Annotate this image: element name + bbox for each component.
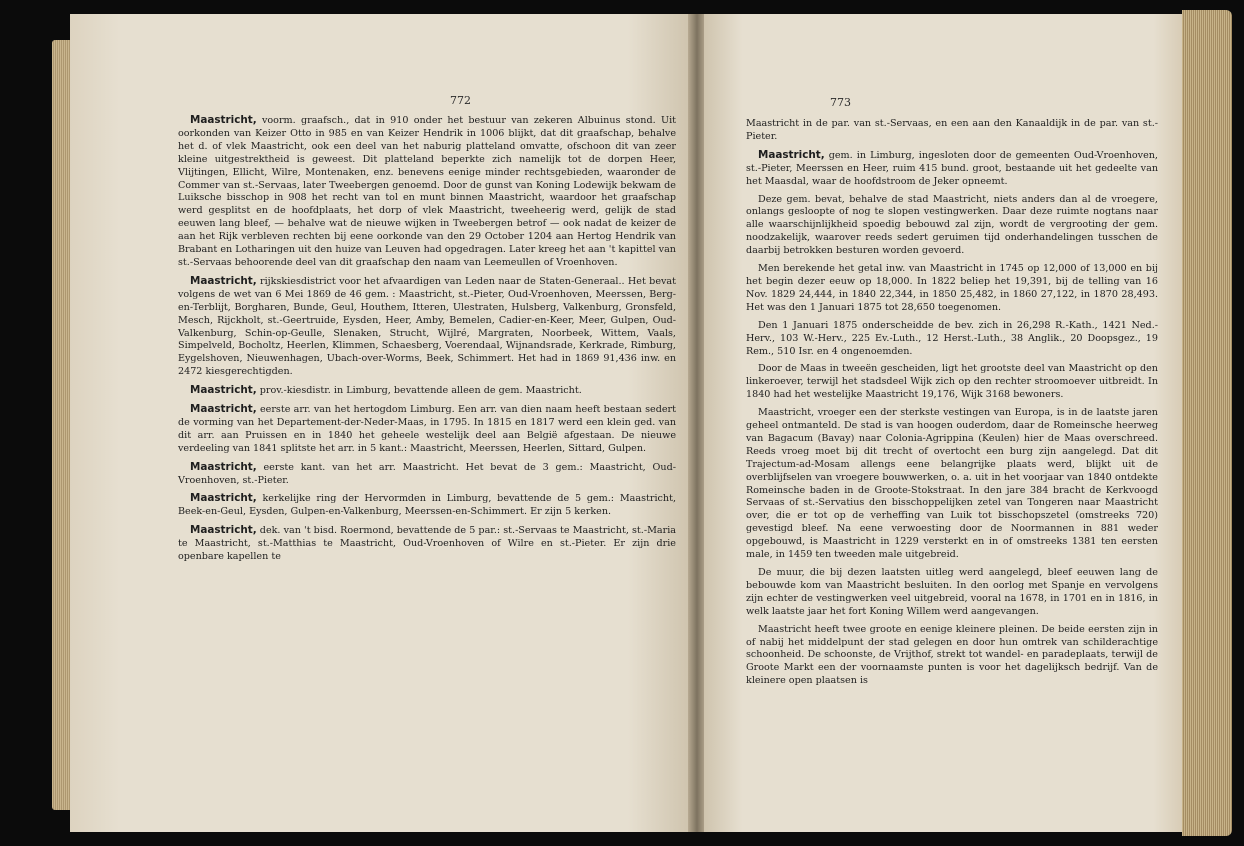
entry-headword: Maastricht, bbox=[190, 384, 257, 397]
entry-body: kerkelijke ring der Hervormden in Limburg, bevattende de 5 gem.: Maastricht, Beek-en-Geul, Eysden, Gulpen-en-Valkenburg, Meerssen-en-Schimmert. Er zijn 5 kerken. bbox=[178, 493, 676, 518]
entry-body: rijkskiesdistrict voor het afvaardigen van Leden naar de Staten-Generaal.. Het bevat volgens de wet van 6 Mei 1869 de 46 gem. : Maastricht, st.-Pieter, Oud-Vroenhoven, Meerssen, Berg-en-Terblijt, Borgharen, Bunde, Geul, Houthem, Itteren, Ulestraten, Hulsberg, Valkenburg, Gronsfeld, Mesch, Rijckholt, st.-Geertruide, Eysden, Heer, Amby, Bemelen, Cadier-en-Keer, Meer, Gulpen, Oud-Valkenburg, Schin-op-Geulle, Slenaken, Strucht, Wijlré, Margraten, Noorbeek, Wittem, Vaals, Simpelveld, Bocholtz, Heerlen, Klimmen, Schaesberg, Voerendaal, Wijnandsrade, Kerkrade, Rimburg, Eygelshoven, Nieuwenhagen, Ubach-over-Worms, Beek, Schimmert. Het had in 1869 91,436 inw. en 2472 kiesgerechtigden. bbox=[178, 275, 676, 378]
entry-body: eerste kant. van het arr. Maastricht. Het bevat de 3 gem.: Maastricht, Oud-Vroenhoven, st.-Pieter. bbox=[178, 461, 676, 486]
entry-headword: Maastricht, bbox=[190, 114, 257, 126]
paragraph bbox=[178, 114, 676, 270]
paragraph bbox=[178, 275, 676, 379]
entry-body: Den 1 Januari 1875 onderscheidde de bev. zich in 26,298 R.-Kath., 1421 Ned.-Herv., 103 W.-Herv., 225 Ev.-Luth., 12 Herst.-Luth., 38 Anglik., 20 Doopsgez., 19 Rem., 510 Isr. en 4 ongenoemden. bbox=[746, 319, 1158, 357]
entry-headword: Maastricht, bbox=[190, 492, 257, 505]
paragraph bbox=[746, 320, 1158, 359]
entry-body: voorm. graafsch., dat in 910 onder het bestuur van zekeren Albuinus stond. Uit oorkonden van Keizer Otto in 985 en van Keizer Hendrik in 1006 blijkt, dat dit graafschap, behalve het d. of vlek Maastricht, ook een deel van het naburig platteland omvatte, ofschoon dit van zeer kleine uitgestrektheid is geweest. Dit platteland beperkte zich namelijk tot de dorpen Heer, Vlijtingen, Ellicht, Wilre, Montenaken, enz. benevens eenige minder rechtsgebieden, waaronder de Commer van st.-Servaas, later Tweebergen genoemd. Door de gunst van Koning Lodewijk bekwam de Luiksche bisschop in 908 het recht van tol en munt binnen Maastricht, waardoor het graafschap werd gesplitst en de hoofdplaats, het dorp of vlek Maastricht, tweeheerig werd, gelijk de stad eeuwen lang bleef, — behalve wat de nieuwe wijken in Tweebergen betrof — ook nadat de keizer de aan het Rijk verbleven rechten bij eene oorkonde van den 29 October 1204 aan Hertog Hendrik van Brabant en Lotharingen uit den huize van Leuven had opgedragen. Later kreeg het aan 't kapittel van st.-Servaas behoorende deel van dit graafschap den naam van Leemeullen of Vroenhoven. bbox=[178, 115, 676, 268]
entry-headword: Maastricht, bbox=[758, 148, 825, 161]
right-page-number: 773 bbox=[830, 96, 851, 109]
paragraph bbox=[746, 363, 1158, 402]
right-page-edges bbox=[1182, 10, 1232, 836]
entry-body: Men berekende het getal inw. van Maastricht in 1745 op 12,000 of 13,000 en bij het begin dezer eeuw op 18,000. In 1822 beliep het 19,391, bij de telling van 16 Nov. 1829 24,444, in 1840 22,344, in 1850 25,482, in 1860 27,122, in 1870 28,493. Het was den 1 Januari 1875 tot 28,650 toegenomen. bbox=[746, 263, 1158, 313]
paragraph bbox=[746, 263, 1158, 315]
entry-body: prov.-kiesdistr. in Limburg, bevattende alleen de gem. Maastricht. bbox=[256, 385, 582, 397]
entry-body: Maastricht in de par. van st.-Servaas, en een aan den Kanaaldijk in de par. van st.-Pieter. bbox=[746, 118, 1158, 142]
paragraph bbox=[178, 524, 676, 564]
paragraph bbox=[746, 407, 1158, 562]
entry-body: Deze gem. bevat, behalve de stad Maastricht, niets anders dan al de vroegere, onlangs gesloopte of nog te slopen vestingwerken. Daar deze ruimte nogtans naar alle waarschijnlijkheid spoedig bebouwd zal zijn, wordt de vergrooting der gem. noodzakelijk, waarover reeds sedert geruimen tijd onderhandelingen tusschen de daarbij betrokken besturen worden gevoerd. bbox=[746, 193, 1158, 257]
entry-body: eerste arr. van het hertogdom Limburg. Een arr. van dien naam heeft bestaan sedert de vorming van het Departement-der-Neder-Maas, in 1795. In 1815 en 1817 werd een klein ged. van dit arr. aan Pruissen en in 1840 het geheele westelijk deel aan België afgestaan. De nieuwe verdeeling van 1841 splitste het arr. in 5 kant.: Maastricht, Meerssen, Heerlen, Sittard, Gulpen. bbox=[178, 404, 676, 454]
paragraph bbox=[746, 567, 1158, 619]
left-page-text bbox=[178, 114, 676, 569]
paragraph bbox=[178, 384, 676, 398]
open-book bbox=[52, 10, 1232, 836]
left-page-number: 772 bbox=[450, 94, 471, 107]
entry-headword: Maastricht, bbox=[190, 460, 257, 473]
right-page bbox=[704, 14, 1182, 832]
paragraph bbox=[178, 461, 676, 488]
entry-headword: Maastricht, bbox=[190, 274, 257, 287]
paragraph bbox=[746, 118, 1158, 144]
entry-body: Door de Maas in tweeën gescheiden, ligt het grootste deel van Maastricht op den linkeroever, terwijl het stadsdeel Wijk zich op den rechter stroomoever uitbreidt. In 1840 had het westelijke Maastricht 19,176, Wijk 3168 bewoners. bbox=[746, 363, 1158, 401]
entry-headword: Maastricht, bbox=[190, 403, 257, 416]
entry-body: gem. in Limburg, ingesloten door de gemeenten Oud-Vroenhoven, st.-Pieter, Meerssen en Heer, ruim 415 bund. groot, bestaande uit het gedeelte van het Maasdal, waar de hoofdstroom de Jeker opneemt. bbox=[746, 149, 1158, 187]
left-page bbox=[70, 14, 690, 832]
paragraph bbox=[178, 403, 676, 456]
entry-body: Maastricht, vroeger een der sterkste vestingen van Europa, is in de laatste jaren geheel ontmanteld. De stad is van hoogen ouderdom, daar de Romeinsche heerweg van Bagacum (Bavay) naar Colonia-Agrippina (Keulen) hier de Maas overschreed. Reeds vroeg moet bij dit trecht of overtocht een burg zijn aangelegd. Dat dit Trajectum-ad-Mosam allengs eene belangrijke plaats werd, blijkt uit de overblijfselen van vroegere bouwwerken, o. a. uit in het voorjaar van 1840 ontdekte Romeinsche baden in de Groote-Stokstraat. In den jare 384 bracht de Kerkvoogd Servaas of st.-Servatius den bisschoppelijken zetel van Tongeren naar Maastricht over, die er tot op de verheffing van Luik tot bisschopszetel (omstreeks 720) gevestigd bleef. Na eene verwoesting door de Noormannen in 881 weder opgebouwd, is Maastricht in 1229 versterkt en in of omstreeks 1381 ten eersten male, in 1459 ten tweeden male uitgebreid. bbox=[746, 407, 1158, 561]
paragraph bbox=[746, 194, 1158, 259]
paragraph bbox=[178, 492, 676, 519]
entry-body: De muur, die bij dezen laatsten uitleg werd aangelegd, bleef eeuwen lang de bebouwde kom van Maastricht besluiten. In den oorlog met Spanje en vervolgens zijn echter de vestingwerken veel uitgebreid, vooral na 1678, in 1701 en in 1816, in welk laatste jaar het fort Koning Willem werd aangevangen. bbox=[746, 567, 1158, 617]
paragraph bbox=[746, 624, 1158, 689]
entry-body: dek. van 't bisd. Roermond, bevattende de 5 par.: st.-Servaas te Maastricht, st.-Maria te Maastricht, st.-Matthias te Maastricht, Oud-Vroenhoven of Wilre en st.-Pieter. Er zijn drie openbare kapellen te bbox=[178, 525, 676, 563]
paragraph bbox=[746, 149, 1158, 189]
entry-headword: Maastricht, bbox=[190, 524, 257, 537]
right-page-text bbox=[746, 118, 1158, 693]
entry-body: Maastricht heeft twee groote en eenige kleinere pleinen. De beide eersten zijn in of nabij het middelpunt der stad gelegen en door hun omtrek van schilderachtige schoonheid. De schoonste, de Vrijthof, strekt tot wandel- en paradeplaats, terwijl de Groote Markt een der voornaamste punten is voor het dagelijksch bedrijf. Van de kleinere open plaatsen is bbox=[746, 623, 1158, 687]
